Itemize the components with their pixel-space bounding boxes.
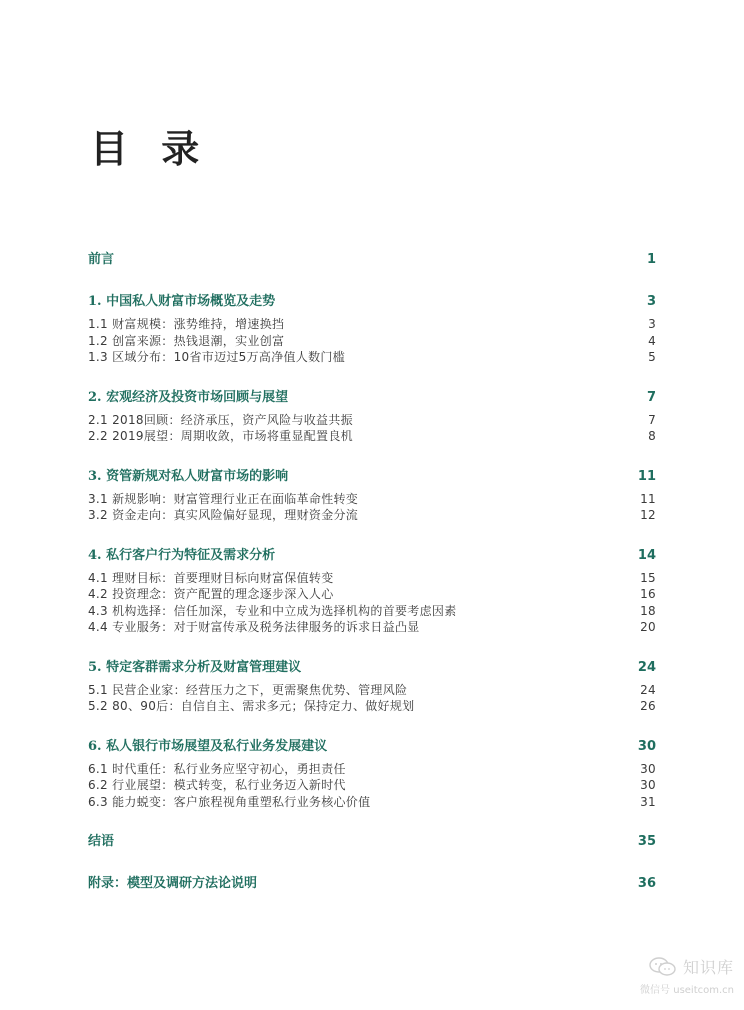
watermark <box>614 955 734 996</box>
toc-entry[interactable] <box>88 491 656 508</box>
toc-label: 6.2 行业展望：模式转变，私行业务迈入新时代 <box>88 778 346 792</box>
toc-page-number: 18 <box>640 603 656 618</box>
toc-label: 1.1 财富规模：涨势维持，增速换挡 <box>88 317 285 331</box>
toc-entry[interactable] <box>88 333 656 350</box>
toc-entry[interactable] <box>88 412 656 429</box>
section-gap <box>88 636 656 658</box>
toc-label: 3.1 新规影响：财富管理行业正在面临革命性转变 <box>88 491 359 506</box>
toc-label: 5. 特定客群需求分析及财富管理建议 <box>88 659 302 675</box>
toc-entry[interactable] <box>88 570 656 587</box>
toc-entry[interactable] <box>88 619 656 636</box>
toc-label: 4. 私行客户行为特征及需求分析 <box>88 547 276 563</box>
toc-page-number: 16 <box>640 587 656 601</box>
toc-entry[interactable] <box>88 349 656 366</box>
toc-page-number: 4 <box>648 333 656 348</box>
toc-label: 2. 宏观经济及投资市场回顾与展望 <box>88 389 289 405</box>
toc-page-number: 3 <box>648 317 656 331</box>
toc-entry[interactable] <box>88 586 656 603</box>
toc-page-number: 31 <box>640 794 656 809</box>
toc-label: 5.1 民营企业家：经营压力之下，更需聚焦优势、管理风险 <box>88 682 408 697</box>
toc-label: 附录：模型及调研方法论说明 <box>88 876 258 891</box>
toc-label: 4.2 投资理念：资产配置的理念逐步深入人心 <box>88 587 334 601</box>
toc-page-number: 20 <box>640 620 656 634</box>
watermark-account: 微信号 useitcom.cn <box>640 985 734 996</box>
toc-page-number: 24 <box>640 682 656 697</box>
section-gap <box>88 366 656 388</box>
toc-entry[interactable] <box>88 761 656 778</box>
toc-page-number: 1 <box>646 252 656 267</box>
toc-page-number: 30 <box>640 778 656 792</box>
toc-entry[interactable] <box>88 507 656 524</box>
toc-label: 1.3 区域分布：10省市迈过5万高净值人数门槛 <box>88 350 346 364</box>
toc-label: 1. 中国私人财富市场概览及走势 <box>88 294 276 309</box>
toc-page-number: 26 <box>640 699 656 713</box>
toc-entry[interactable] <box>88 428 656 445</box>
toc-label: 4.3 机构选择：信任加深，专业和中立成为选择机构的首要考虑因素 <box>88 603 457 618</box>
wechat-icon <box>649 957 677 977</box>
toc-label: 结语 <box>88 834 115 849</box>
toc-label: 3. 资管新规对私人财富市场的影响 <box>88 468 289 484</box>
toc-label: 5.2 80、90后：自信自主、需求多元；保持定力、做好规划 <box>88 699 415 713</box>
toc-page-number: 11 <box>640 491 656 506</box>
toc-section-heading[interactable] <box>88 292 656 312</box>
section-gap <box>88 524 656 546</box>
toc-label: 4.1 理财目标：首要理财目标向财富保值转变 <box>88 570 334 585</box>
toc-section-heading[interactable] <box>88 737 656 757</box>
toc-section-heading[interactable] <box>88 467 656 487</box>
watermark-name: 知识库 <box>682 958 734 977</box>
toc-page-number: 7 <box>648 412 656 427</box>
toc-label: 前言 <box>88 252 115 267</box>
section-gap <box>88 445 656 467</box>
toc-entry[interactable] <box>88 777 656 794</box>
section-gap <box>88 852 656 874</box>
toc-page-number: 36 <box>637 876 656 891</box>
toc-page-number: 35 <box>637 834 656 849</box>
toc-entry[interactable] <box>88 316 656 333</box>
toc-page-number: 3 <box>646 294 656 309</box>
toc-section-heading[interactable] <box>88 832 656 852</box>
toc-page-number: 12 <box>640 508 656 522</box>
toc-label: 2.1 2018回顾：经济承压，资产风险与收益共振 <box>88 412 353 427</box>
toc-page-number: 30 <box>640 761 656 776</box>
toc-label: 6.1 时代重任：私行业务应坚守初心，勇担责任 <box>88 761 346 776</box>
toc-section-heading[interactable] <box>88 658 656 678</box>
toc-label: 2.2 2019展望：周期收敛，市场将重显配置良机 <box>88 429 353 443</box>
toc-label: 3.2 资金走向：真实风险偏好显现，理财资金分流 <box>88 508 359 522</box>
toc-section-heading[interactable] <box>88 250 656 270</box>
toc-entry[interactable] <box>88 698 656 715</box>
page-title: 目 录 <box>90 126 210 171</box>
toc-page-number: 7 <box>646 389 656 405</box>
toc-section-heading[interactable] <box>88 388 656 408</box>
toc-page-number: 8 <box>648 429 656 443</box>
toc-entry[interactable] <box>88 794 656 811</box>
section-gap <box>88 810 656 832</box>
toc-label: 1.2 创富来源：热钱退潮，实业创富 <box>88 333 285 348</box>
toc-page-number: 30 <box>637 738 656 754</box>
toc-section-heading[interactable] <box>88 546 656 566</box>
table-of-contents <box>88 250 656 894</box>
toc-entry[interactable] <box>88 682 656 699</box>
toc-page-number: 11 <box>637 468 656 484</box>
toc-page-number: 5 <box>648 350 656 364</box>
toc-label: 6. 私人银行市场展望及私行业务发展建议 <box>88 738 328 754</box>
toc-label: 6.3 能力蜕变：客户旅程视角重塑私行业务核心价值 <box>88 794 371 809</box>
toc-entry[interactable] <box>88 603 656 620</box>
toc-page-number: 24 <box>637 659 656 675</box>
toc-page-number: 14 <box>637 547 656 563</box>
section-gap <box>88 715 656 737</box>
toc-label: 4.4 专业服务：对于财富传承及税务法律服务的诉求日益凸显 <box>88 620 420 634</box>
section-gap <box>88 270 656 292</box>
toc-page-number: 15 <box>640 570 656 585</box>
toc-section-heading[interactable] <box>88 874 656 894</box>
